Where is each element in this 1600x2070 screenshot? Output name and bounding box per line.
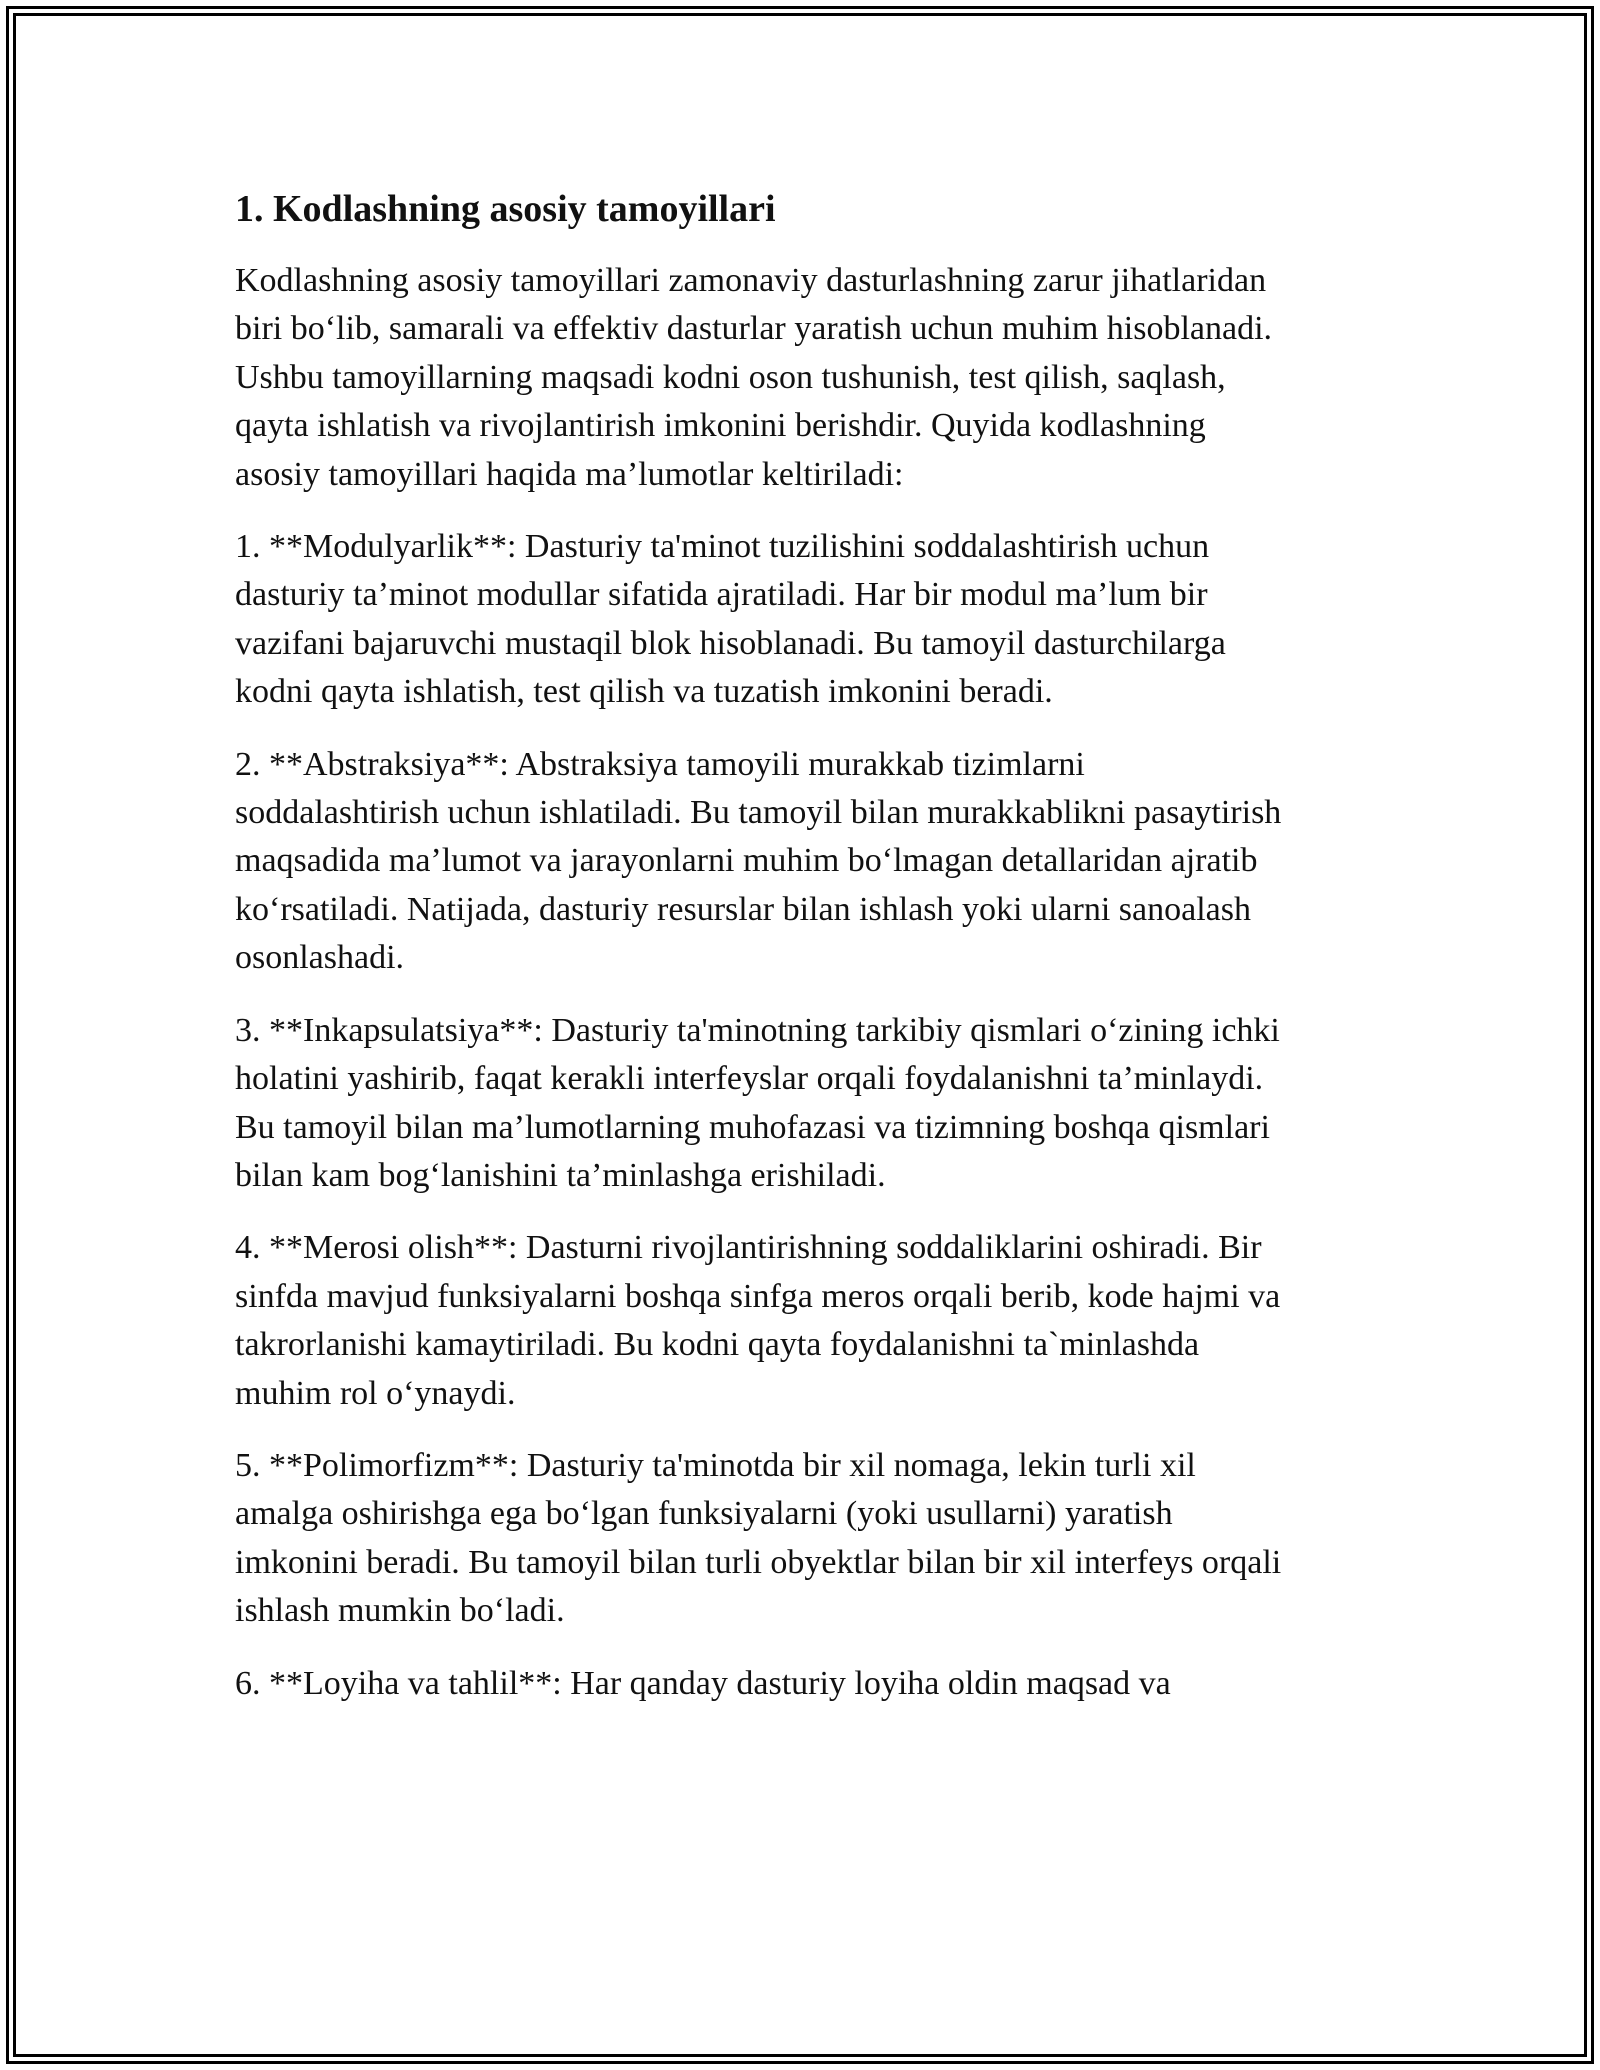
section-title: 1. Kodlashning asosiy tamoyillari: [235, 188, 776, 230]
paragraph-merosi-olish: 4. **Merosi olish**: Dasturni rivojlantirishning soddaliklarini oshiradi. Bir sinfda mavjud funksiyalarni boshqa sinfga meros orqali berib, kode hajmi va takrorlanishi kamaytiriladi. Bu kodni qayta foydalanishni ta`minlashda muhim rol o‘ynaydi.: [235, 1229, 1281, 1412]
document-body: [235, 185, 1375, 1708]
paragraph-modulyarlik: 1. **Modulyarlik**: Dasturiy ta'minot tuzilishini soddalashtirish uchun dasturiy ta’minot modullar sifatida ajratiladi. Har bir modul ma’lum bir vazifani bajaruvchi mustaqil blok hisoblanadi. Bu tamoyil dasturchilarga kodni qayta ishlatish, test qilish va tuzatish imkonini beradi.: [235, 528, 1226, 711]
paragraph-loyiha-va-tahlil: 6. **Loyiha va tahlil**: Har qanday dasturiy loyiha oldin maqsad va: [235, 1664, 1171, 1702]
paragraph-abstraksiya: 2. **Abstraksiya**: Abstraksiya tamoyili murakkab tizimlarni soddalashtirish uchun ishlatiladi. Bu tamoyil bilan murakkablikni pasaytirish maqsadida ma’lumot va jarayonlarni muhim bo‘lmagan detallaridan ajratib ko‘rsatiladi. Natijada, dasturiy resurslar bilan ishlash yoki ularni sanoalash osonlashadi.: [235, 745, 1282, 977]
intro-paragraph: Kodlashning asosiy tamoyillari zamonaviy dasturlashning zarur jihatlaridan biri bo‘lib, samarali va effektiv dasturlar yaratish uchun muhim hisoblanadi. Ushbu tamoyillarning maqsadi kodni oson tushunish, test qilish, saqlash, qayta ishlatish va rivojlantirish imkonini berishdir. Quyida kodlashning asosiy tamoyillari haqida ma’lumotlar keltiriladi:: [235, 262, 1273, 493]
paragraph-inkapsulatsiya: 3. **Inkapsulatsiya**: Dasturiy ta'minotning tarkibiy qismlari o‘zining ichki holatini yashirib, faqat kerakli interfeyslar orqali foydalanishni ta’minlaydi. Bu tamoyil bilan ma’lumotlarning muhofazasi va tizimning boshqa qismlari bilan kam bog‘lanishini ta’minlashga erishiladi.: [235, 1011, 1280, 1194]
paragraph-polimorfizm: 5. **Polimorfizm**: Dasturiy ta'minotda bir xil nomaga, lekin turli xil amalga oshirishga ega bo‘lgan funksiyalarni (yoki usullarni) yaratish imkonini beradi. Bu tamoyil bilan turli obyektlar bilan bir xil interfeys orqali ishlash mumkin bo‘ladi.: [235, 1446, 1282, 1630]
